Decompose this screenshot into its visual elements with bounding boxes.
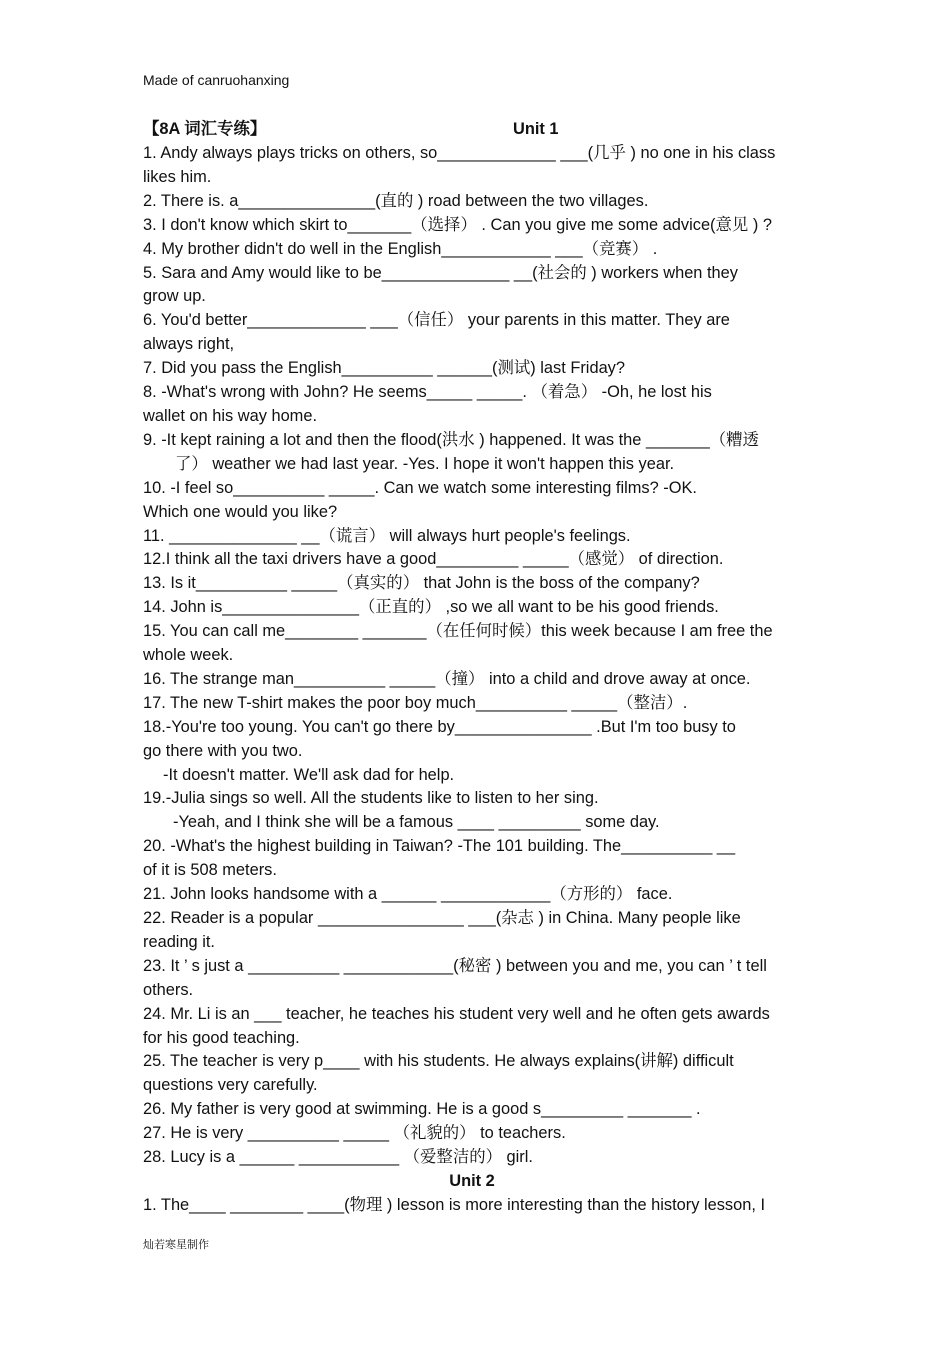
footer-note: 灿若寒星制作 <box>143 1239 209 1251</box>
unit1-line: 15. You can call me________ _______（在任何时候）this week because I am free the <box>143 622 773 641</box>
unit1-line: others. <box>143 980 194 999</box>
unit1-line: always right, <box>143 335 235 354</box>
unit1-line: -It doesn't matter. We'll ask dad for help. <box>163 765 455 784</box>
unit1-line: 25. The teacher is very p____ with his students. He always explains(讲解) difficult <box>143 1052 734 1071</box>
unit-2-heading: Unit 2 <box>449 1171 495 1190</box>
unit1-line: 14. John is_______________（正直的） ,so we all want to be his good friends. <box>143 598 719 617</box>
unit1-line: 5. Sara and Amy would like to be______________ __(社会的 ) workers when they <box>143 263 738 282</box>
unit1-line: 20. -What's the highest building in Taiwan? -The 101 building. The__________ __ <box>143 837 736 856</box>
unit1-line: 10. -I feel so__________ _____. Can we watch some interesting films? -OK. <box>143 478 697 497</box>
unit1-line: 26. My father is very good at swimming. He is a good s_________ _______ . <box>143 1100 701 1119</box>
unit1-line: 7. Did you pass the English__________ ______(测试) last Friday? <box>143 359 625 378</box>
unit1-line: reading it. <box>143 932 215 951</box>
title-row <box>143 118 831 142</box>
unit1-line: 了） weather we had last year. -Yes. I hope it won't happen this year. <box>175 454 675 473</box>
unit1-line: 28. Lucy is a ______ ___________ （爱整洁的） girl. <box>143 1148 533 1167</box>
unit1-line: 12.I think all the taxi drivers have a good_________ _____（感觉） of direction. <box>143 550 724 569</box>
unit1-line: for his good teaching. <box>143 1028 300 1047</box>
unit1-line: 16. The strange man__________ _____（撞） into a child and drove away at once. <box>143 669 751 688</box>
unit1-line: 2. There is. a_______________(直的 ) road between the two villages. <box>143 191 649 210</box>
unit1-line: 18.-You're too young. You can't go there by_______________ .But I'm too busy to <box>143 717 736 736</box>
unit1-line: likes him. <box>143 167 212 186</box>
unit2-line: 1. The____ ________ ____(物理 ) lesson is more interesting than the history lesson, I <box>143 1195 765 1214</box>
unit1-line: 6. You'd better_____________ ___（信任） your parents in this matter. They are <box>143 311 730 330</box>
unit1-line: grow up. <box>143 287 206 306</box>
unit1-line: 22. Reader is a popular ________________ ___(杂志 ) in China. Many people like <box>143 909 741 927</box>
unit1-line: -Yeah, and I think she will be a famous ____ _________ some day. <box>173 813 660 832</box>
unit1-line: 9. -It kept raining a lot and then the flood(洪水 ) happened. It was the _______（糟透 <box>143 430 759 449</box>
unit1-line: wallet on his way home. <box>143 406 318 425</box>
worksheet-title: 【8A 词汇专练】 <box>143 120 267 138</box>
header-note: Made of canruohanxing <box>143 72 290 88</box>
unit1-line: questions very carefully. <box>143 1076 318 1095</box>
unit1-line: 1. Andy always plays tricks on others, so_____________ ___(几乎 ) no one in his class <box>143 144 776 162</box>
unit1-line: Which one would you like? <box>143 502 338 521</box>
unit1-line: 27. He is very __________ _____ （礼貌的） to teachers. <box>143 1124 566 1143</box>
unit1-line: 4. My brother didn't do well in the English____________ ___（竞赛） . <box>143 239 658 258</box>
unit1-line: 8. -What's wrong with John? He seems_____ _____. （着急） -Oh, he lost his <box>143 383 712 402</box>
unit1-line: whole week. <box>143 646 234 665</box>
unit1-line: 21. John looks handsome with a ______ ____________（方形的） face. <box>143 885 673 904</box>
unit-1-heading: Unit 1 <box>513 120 559 138</box>
unit1-line: 19.-Julia sings so well. All the students like to listen to her sing. <box>143 789 599 808</box>
unit1-line: go there with you two. <box>143 741 303 760</box>
unit1-line: 3. I don't know which skirt to_______（选择） . Can you give me some advice(意见 ) ? <box>143 215 772 234</box>
worksheet-content <box>143 118 831 1218</box>
unit1-line: 11. ______________ __（谎言） will always hurt people's feelings. <box>143 526 631 545</box>
unit1-line: 17. The new T-shirt makes the poor boy much__________ _____（整洁）. <box>143 693 688 712</box>
unit1-line: 13. Is it__________ _____（真实的） that John is the boss of the company? <box>143 574 700 593</box>
unit1-line: 24. Mr. Li is an ___ teacher, he teaches his student very well and he often gets awards <box>143 1004 770 1023</box>
unit1-line: of it is 508 meters. <box>143 861 277 880</box>
unit1-line: 23. It ’ s just a __________ ____________(秘密 ) between you and me, you can ’ t tell <box>143 956 767 975</box>
